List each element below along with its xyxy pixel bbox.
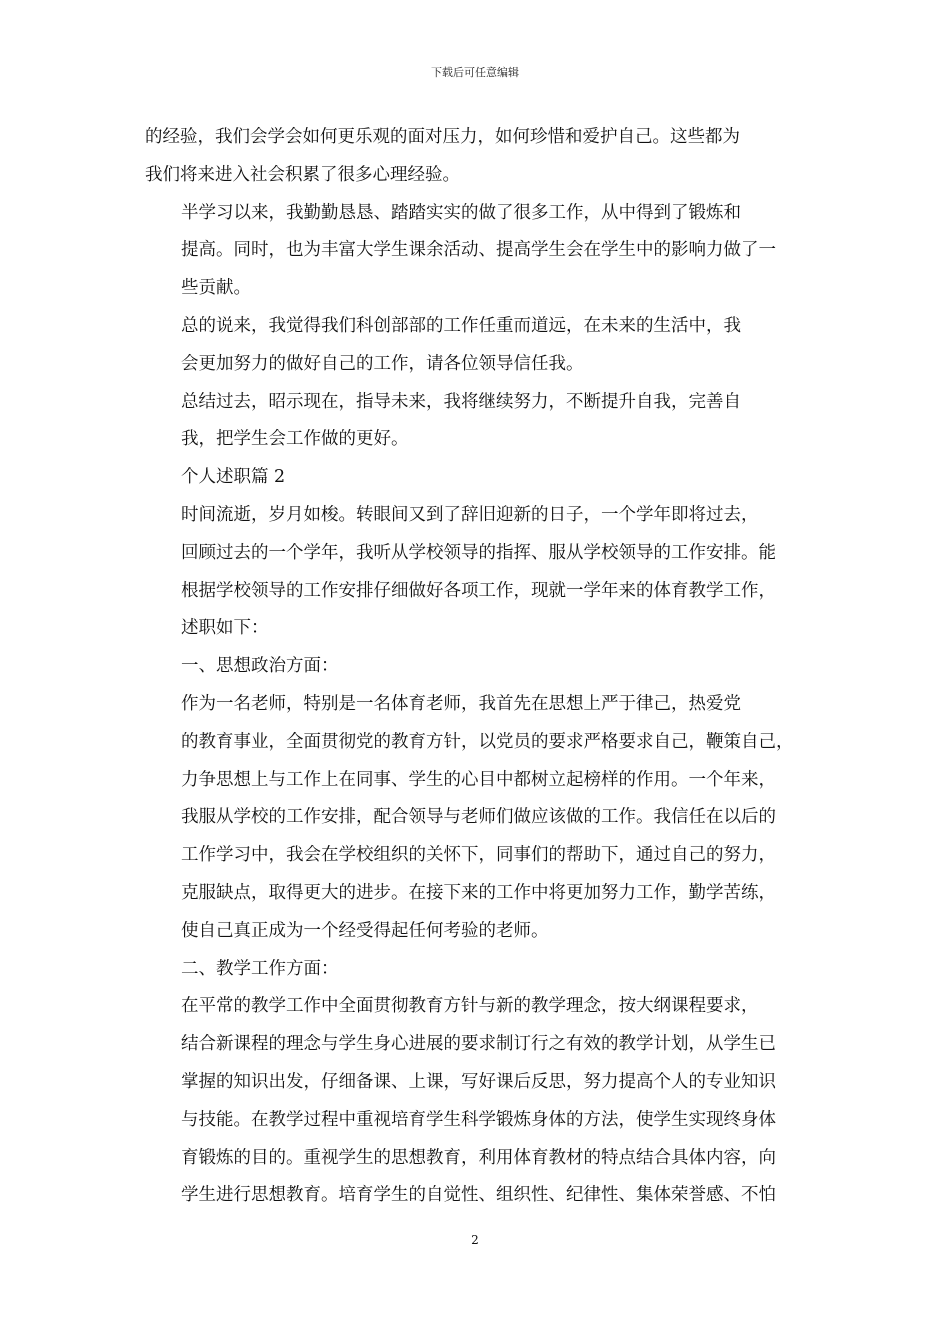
text-line: 的经验，我们会学会如何更乐观的面对压力，如何珍惜和爱护自己。这些都为 — [145, 127, 740, 147]
subsection-heading-text: 一、思想政治方面： — [181, 656, 339, 677]
text-line: 半学习以来，我勤勤恳恳、踏踏实实的做了很多工作，从中得到了锻炼和 — [181, 202, 741, 223]
text-line: 我，把学生会工作做的更好。 — [181, 429, 409, 450]
text-line: 根据学校领导的工作安排仔细做好各项工作，现就一学年来的体育教学工作， — [181, 580, 776, 601]
text-line: 克服缺点，取得更大的进步。在接下来的工作中将更加努力工作，勤学苦练， — [181, 882, 776, 903]
text-line: 与技能。在教学过程中重视培育学生科学锻炼身体的方法，使学生实现终身体 — [181, 1109, 776, 1130]
text-line: 作为一名老师，特别是一名体育老师，我首先在思想上严于律己，热爱党 — [181, 693, 741, 714]
text-line: 总的说来，我觉得我们科创部部的工作任重而道远，在未来的生活中，我 — [181, 315, 741, 336]
subsection-heading-text: 二、教学工作方面： — [181, 958, 339, 979]
text-line: 学生进行思想教育。培育学生的自觉性、组织性、纪律性、集体荣誉感、不怕 — [181, 1185, 776, 1206]
text-line: 些贡献。 — [181, 278, 251, 299]
text-line: 结合新课程的理念与学生身心进展的要求制订行之有效的教学计划，从学生已 — [181, 1034, 776, 1055]
text-line: 总结过去，昭示现在，指导未来，我将继续努力，不断提升自我，完善自 — [181, 391, 741, 412]
text-line: 会更加努力的做好自己的工作，请各位领导信任我。 — [181, 353, 584, 374]
paragraph — [145, 384, 810, 460]
document-body — [145, 119, 810, 1215]
subsection-heading — [145, 648, 810, 686]
paragraph — [145, 195, 810, 308]
text-line: 在平常的教学工作中全面贯彻教育方针与新的教学理念，按大纲课程要求， — [181, 996, 759, 1017]
text-line: 的教育事业，全面贯彻党的教育方针，以党员的要求严格要求自己，鞭策自己， — [181, 731, 794, 752]
section-heading — [145, 459, 810, 497]
text-line: 育锻炼的目的。重视学生的思想教育，利用体育教材的特点结合具体内容，向 — [181, 1147, 776, 1168]
text-line: 工作学习中，我会在学校组织的关怀下，同事们的帮助下，通过自己的努力， — [181, 845, 776, 866]
text-line: 掌握的知识出发，仔细备课、上课，写好课后反思，努力提高个人的专业知识 — [181, 1071, 776, 1092]
paragraph — [145, 988, 810, 1215]
text-line: 述职如下： — [181, 618, 269, 639]
text-line: 我们将来进入社会积累了很多心理经验。 — [145, 164, 460, 185]
page-header: 下载后可任意编辑 — [431, 66, 519, 79]
text-line: 力争思想上与工作上在同事、学生的心目中都树立起榜样的作用。一个年来， — [181, 769, 776, 790]
page-number: 2 — [471, 1233, 479, 1247]
text-line: 时间流逝，岁月如梭。转眼间又到了辞旧迎新的日子，一个学年即将过去， — [181, 504, 759, 525]
text-line: 使自己真正成为一个经受得起任何考验的老师。 — [181, 920, 549, 941]
text-line: 提高。同时，也为丰富大学生课余活动、提高学生会在学生中的影响力做了一 — [181, 240, 776, 261]
paragraph — [145, 497, 810, 648]
section-heading-text: 个人述职篇 2 — [181, 467, 286, 488]
paragraph — [145, 308, 810, 384]
paragraph — [145, 119, 810, 195]
text-line: 回顾过去的一个学年，我听从学校领导的指挥、服从学校领导的工作安排。能 — [181, 542, 776, 563]
text-line: 我服从学校的工作安排，配合领导与老师们做应该做的工作。我信任在以后的 — [181, 807, 776, 828]
paragraph — [145, 686, 810, 951]
subsection-heading — [145, 951, 810, 989]
